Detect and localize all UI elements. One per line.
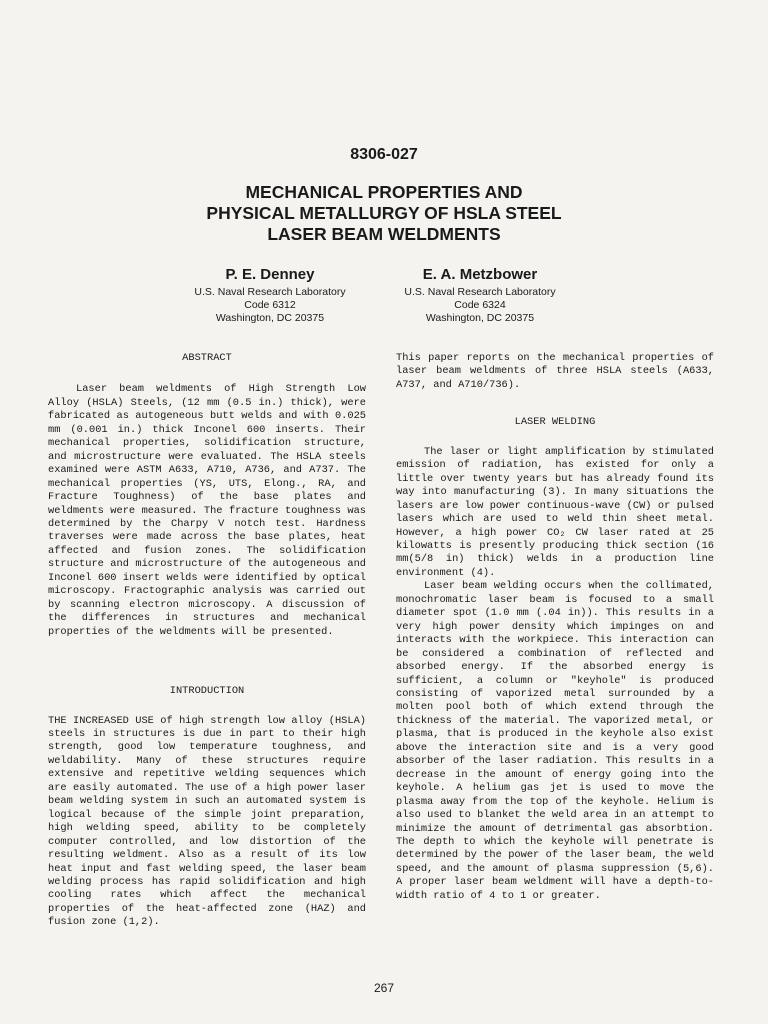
paper-number: 8306-027	[350, 146, 418, 163]
title-line: LASER BEAM WELDMENTS	[267, 224, 501, 244]
abstract-heading: ABSTRACT	[182, 352, 232, 364]
laser-welding-paragraph	[396, 580, 714, 903]
title-line: PHYSICAL METALLURGY OF HSLA STEEL	[206, 203, 562, 223]
author-name: E. A. Metzbower	[422, 266, 538, 283]
abstract-text: Laser beam weldments of High Strength Low Alloy (HSLA) Steels, (12 mm (0.5 in.) thick), were fabricated as autogeneous butt welds and with 0.025 mm (0.001 in.) thick Inconel 600 inserts. Their mechanical properties, solidification structure, and microstructure were evaluated. The HSLA steels examined were ASTM A633, A710, A736, and A737. The mechanical properties (YS, UTS, Elong., RA, and Fracture Toughness) of the base plates and weldments were measured. The fracture toughness was determined by the Charpy V notch test. Hardness traverses were made across the base plates, heat affected and fusion zones. The solidification structure and microstructure of the autogeneous and Inconel 600 insert welds were identified by optical microscopy. Fractographic analysis was carried out by scanning electron microscopy. A discussion of the differences in structures and mechanical properties of the weldments will be presented.	[48, 383, 366, 638]
author-location: Washington, DC 20375	[215, 312, 325, 324]
laser-welding-paragraph	[396, 446, 714, 581]
author-code: Code 6312	[244, 299, 296, 311]
author-code: Code 6324	[454, 299, 506, 311]
right-column	[396, 352, 714, 903]
author-block	[360, 266, 600, 325]
abstract-paragraph	[48, 383, 366, 639]
author-location: Washington, DC 20375	[425, 312, 535, 324]
introduction-continued-paragraph: This paper reports on the mechanical properties of laser beam weldments of three HSLA steels (A633, A737, and A710/736).	[396, 352, 714, 391]
laser-welding-text: The laser or light amplification by stimulated emission of radiation, has existed for only a little over twenty years but has already found its way into manufacturing (3). In many situations the lasers are low power continuous-wave (CW) or pulsed lasers which are used to weld thin sheet metal. However, a high power CO₂ CW laser rated at 25 kilowatts is presently producing thick section (16 mm(5/8 in) thick) welds in a production line environment (4).	[396, 445, 714, 579]
laser-welding-heading: LASER WELDING	[514, 416, 596, 429]
author-block	[150, 266, 390, 325]
page-number: 267	[373, 981, 395, 995]
laser-welding-text: Laser beam welding occurs when the collimated, monochromatic laser beam is focused to a small diameter spot (1.0 mm (.04 in)). This results in a very high power density which impinges on and interacts with the workpiece. This interaction can be considered a combination of reflected and absorbed energy. If the absorbed energy is sufficient, a column or "keyhole" is produced consisting of vaporized metal surrounded by a molten pool both of which extend through the thickness of the material. The vaporized metal, or plasma, that is produced in the keyhole also exist above the interaction site and is a very good absorber of the laser radiation. This results in a decrease in the amount of energy going into the keyhole. A helium gas jet is used to move the plasma away from the top of the keyhole. Helium is also used to blanket the weld area in an attempt to minimize the amount of detrimental gas absorbtion. The depth to which the keyhole will penetrate is determined by the power of the laser beam, the weld speed, and the amount of plasma suppression (5,6). A proper laser beam weldment will have a depth-to-width ratio of 4 to 1 or greater.	[396, 580, 714, 902]
left-column	[48, 352, 366, 930]
author-affiliation: U.S. Naval Research Laboratory	[194, 286, 346, 298]
title-line: MECHANICAL PROPERTIES AND	[245, 182, 523, 202]
author-name: P. E. Denney	[225, 266, 315, 283]
paper-title	[0, 182, 768, 245]
introduction-heading: INTRODUCTION	[169, 685, 245, 698]
introduction-paragraph: THE INCREASED USE of high strength low alloy (HSLA) steels in structures is due in part to their high strength, good low temperature toughness, and weldability. Many of these structures require extensive and repetitive welding sequences which are easily automated. The use of a high power laser beam welding system in such an automated system is logical because of the simple joint preparation, high welding speed, ability to be completely computer controlled, and low distortion of the resulting weldment. Also as a result of its low heat input and fast welding speed, the laser beam welding process has rapid solidification and high cooling rates which affect the mechanical properties of the heat-affected zone (HAZ) and fusion zone (1,2).	[48, 714, 366, 929]
author-affiliation: U.S. Naval Research Laboratory	[404, 286, 556, 298]
